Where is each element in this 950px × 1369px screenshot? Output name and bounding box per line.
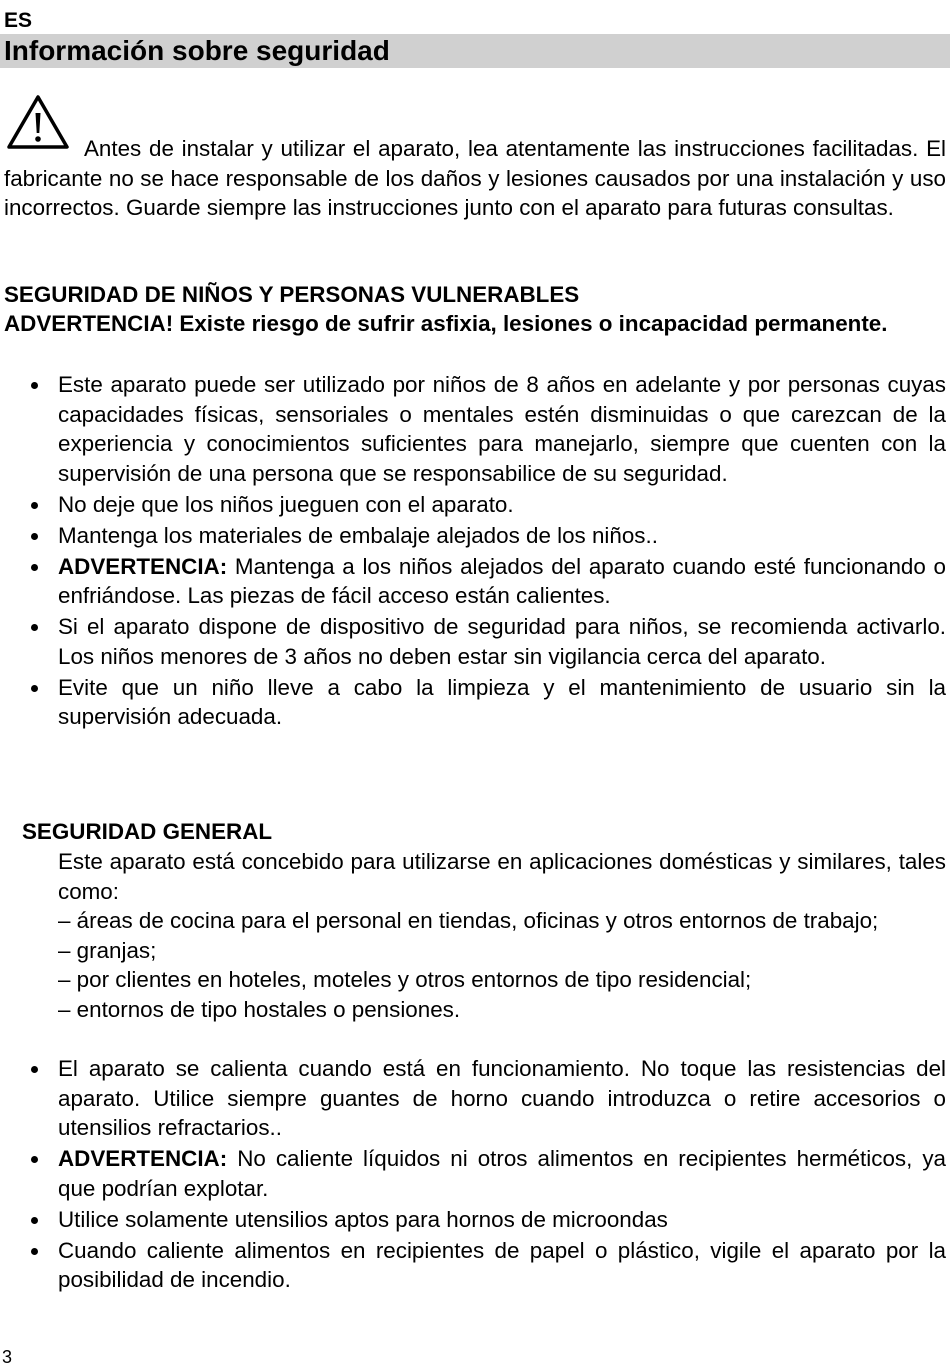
general-intro-line: – granjas; [58, 937, 157, 963]
list-item-text: Si el aparato dispone de dispositivo de seguridad para niños, se recomienda activarlo. Los niños menores de 3 años no deben estar sin vigilancia cerca del aparato. [58, 614, 946, 669]
general-intro [58, 847, 946, 1024]
list-item [0, 1144, 946, 1203]
general-intro-line: – entornos de tipo hostales o pensiones. [58, 996, 461, 1022]
page-title: Información sobre seguridad [4, 35, 390, 66]
general-intro-line: – áreas de cocina para el personal en tiendas, oficinas y otros entornos de trabajo; [58, 908, 879, 933]
intro-paragraph: Antes de instalar y utilizar el aparato, lea atentamente las instrucciones facilitadas. El fabricante no se hace responsable de los daños y lesiones causados por una instalación y uso incorrectos. Guarde siempre las instrucciones junto con el aparato para futuras consultas. [4, 136, 946, 220]
warning-label: ADVERTENCIA: [58, 1146, 228, 1171]
list-item [0, 673, 946, 732]
list-item [0, 1236, 946, 1295]
language-code: ES [4, 9, 33, 32]
list-item [0, 370, 946, 488]
list-item-text: Mantenga a los niños alejados del aparato cuando esté funcionando o enfriándose. Las piezas de fácil acceso están calientes. [58, 553, 946, 608]
list-item-text: Mantenga los materiales de embalaje alejados de los niños.. [58, 522, 658, 548]
bullet-icon [31, 624, 38, 631]
list-item [0, 612, 946, 671]
page-number: 3 [2, 1347, 13, 1367]
list-item-text: Evite que un niño lleve a cabo la limpieza y el mantenimiento de usuario sin la supervisión adecuada. [58, 674, 946, 729]
general-intro-line: Este aparato está concebido para utilizarse en aplicaciones domésticas y similares, tales como: [58, 849, 946, 904]
bullet-icon [31, 685, 38, 692]
list-item-text: Utilice solamente utensilios aptos para hornos de microondas [58, 1206, 668, 1232]
children-safety-list [0, 370, 946, 733]
bullet-icon [31, 564, 38, 571]
list-item-text: No caliente líquidos ni otros alimentos en recipientes herméticos, ya que podrían explotar. [58, 1146, 946, 1201]
list-item [0, 552, 946, 611]
children-safety-heading: SEGURIDAD DE NIÑOS Y PERSONAS VULNERABLES [4, 282, 580, 307]
list-item-text: Cuando caliente alimentos en recipientes de papel o plástico, vigile el aparato por la posibilidad de incendio. [58, 1237, 946, 1292]
bullet-icon [31, 382, 38, 389]
list-item-text: No deje que los niños jueguen con el aparato. [58, 491, 514, 517]
bullet-icon [31, 533, 38, 540]
bullet-icon [31, 1248, 38, 1255]
list-item [0, 490, 946, 520]
bullet-icon [31, 1156, 38, 1163]
general-safety-list [0, 1054, 946, 1296]
list-item-text: El aparato se calienta cuando está en funcionamiento. No toque las resistencias del aparato. Utilice siempre guantes de horno cuando introduzca o retire accesorios o utensilios refractarios.. [58, 1056, 946, 1140]
list-item [0, 1054, 946, 1143]
children-warning: ADVERTENCIA! Existe riesgo de sufrir asfixia, lesiones o incapacidad permanente. [4, 311, 888, 336]
general-safety-heading: SEGURIDAD GENERAL [22, 819, 273, 844]
bullet-icon [31, 502, 38, 509]
general-intro-line: – por clientes en hoteles, moteles y otros entornos de tipo residencial; [58, 967, 752, 992]
list-item [0, 1205, 946, 1235]
list-item [0, 521, 946, 551]
warning-label: ADVERTENCIA: [58, 553, 228, 579]
page-title-bar [0, 34, 950, 68]
list-item-text: Este aparato puede ser utilizado por niños de 8 años en adelante y por personas cuyas capacidades físicas, sensoriales o mentales estén disminuidas o que carezcan de la experiencia y conocimientos suficientes para manejarlo, siempre que cuenten con la supervisión de una persona que se responsabilice de su seguridad. [58, 372, 946, 486]
bullet-icon [31, 1217, 38, 1224]
bullet-icon [31, 1066, 38, 1073]
